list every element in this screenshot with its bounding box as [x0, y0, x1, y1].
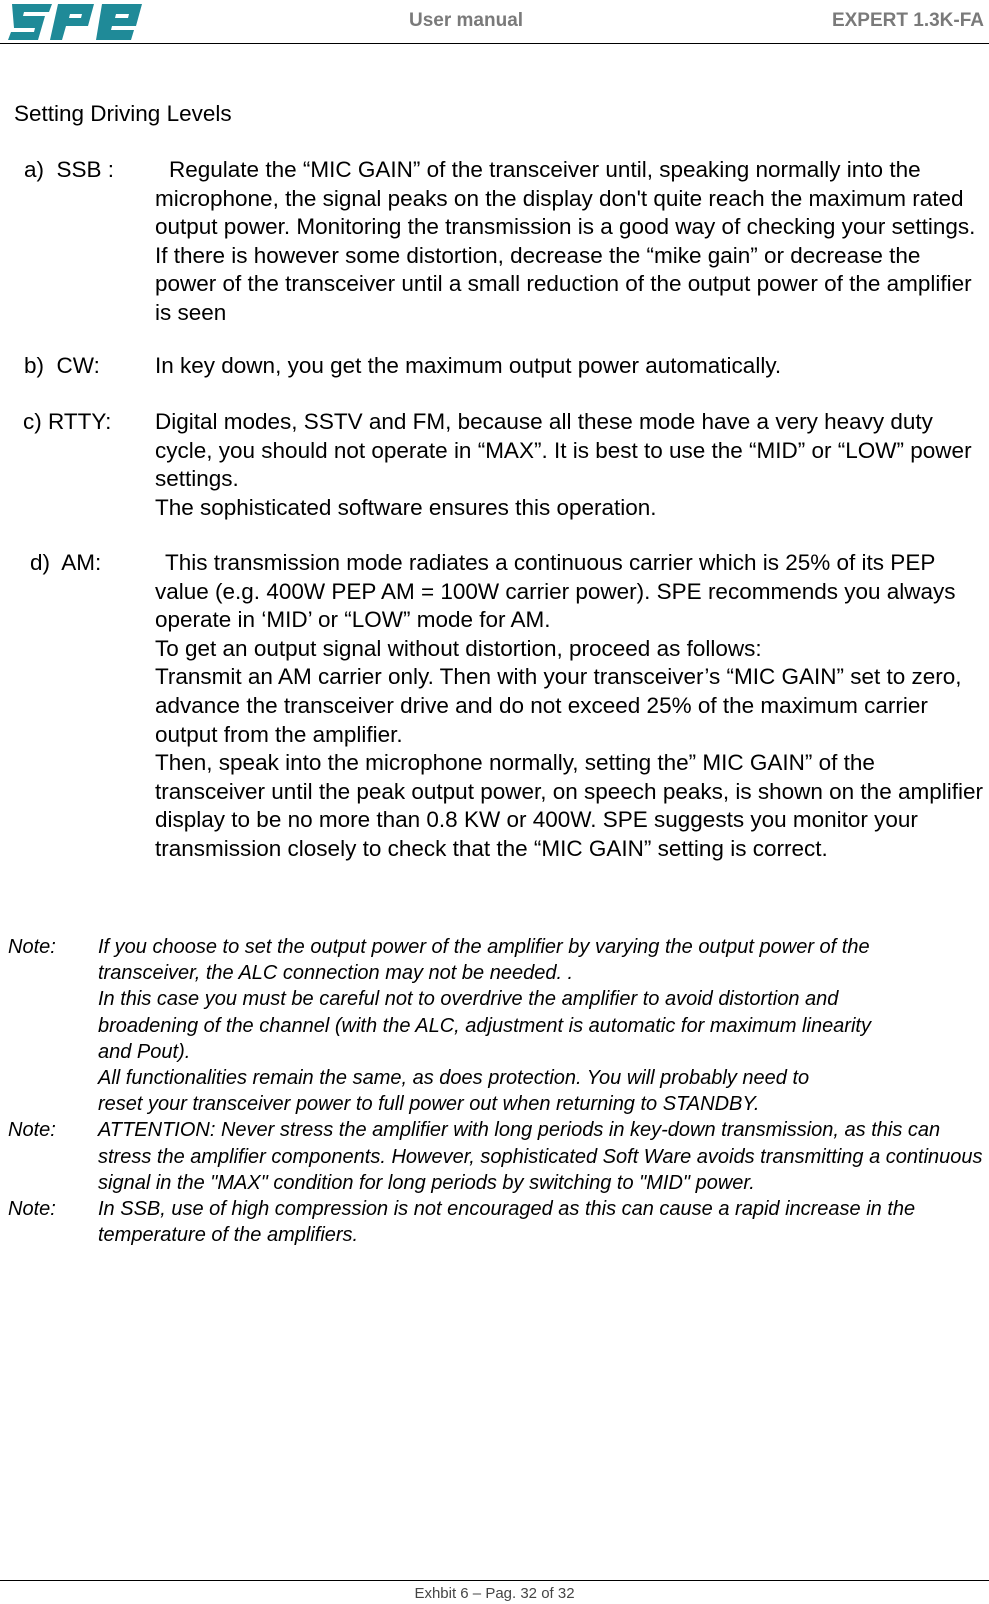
note-body: [98, 934, 986, 1117]
note-body: [98, 1196, 986, 1248]
note-label: Note:: [8, 1198, 56, 1221]
header-model: EXPERT 1.3K-FA: [831, 10, 984, 31]
spe-logo-icon: [8, 2, 142, 42]
note-attention: [8, 1117, 986, 1196]
item-label-rtty: c) RTTY:: [23, 409, 112, 434]
item-body-rtty: [155, 408, 985, 522]
page-header: [0, 0, 989, 44]
note-compression: [8, 1196, 986, 1248]
note-body: [98, 1117, 986, 1196]
note-paragraph: All functionalities remain the same, as does protection. You will probably need to reset your transceiver power to full power out when returning to STANDBY.: [98, 1067, 810, 1116]
note-paragraph: ATTENTION: Never stress the amplifier with long periods in key-down transmission, as this can stress the amplifier components. However, sophisticated Soft Ware avoids transmitting a continuous signal in the "MAX" condition for long periods by switching to "MID" power.: [98, 1119, 983, 1194]
item-label-ssb: a) SSB :: [24, 157, 115, 182]
footer-divider: [0, 1580, 989, 1581]
item-paragraph: The sophisticated software ensures this operation.: [155, 494, 657, 520]
item-label-am: d) AM:: [30, 550, 102, 575]
note-label: Note:: [8, 936, 56, 958]
item-paragraph: Transmit an AM carrier only. Then with your transceiver’s “MIC GAIN” set to zero, advance the transceiver drive and do not exceed 25% of the maximum carrier output from the amplifier.: [155, 664, 962, 747]
item-label-cw: b) CW:: [24, 353, 100, 378]
note-paragraph: In SSB, use of high compression is not encouraged as this can cause a rapid increase in the temperature of the amplifiers.: [98, 1198, 916, 1247]
section-title: Setting Driving Levels: [14, 101, 232, 126]
notes-section: [8, 934, 986, 1248]
item-body-cw: [155, 352, 985, 381]
page-footer: Exhbit 6 – Pag. 32 of 32: [414, 1585, 575, 1602]
item-paragraph: Regulate the “MIC GAIN” of the transceiver until, speaking normally into the microphone, the signal peaks on the display don't quite reach the maximum rated output power. Monitoring the transmission is a good way of checking your settings. If there is however some distortion, decrease the “mike gain” or decrease the power of the transceiver until a small reduction of the output power of the amplifier is seen: [155, 157, 976, 325]
item-body-ssb: [155, 156, 985, 328]
note-label: Note:: [8, 1119, 56, 1142]
header-doc-type: User manual: [409, 10, 524, 31]
item-body-am: [155, 549, 985, 864]
note-alc: [8, 934, 986, 1117]
item-paragraph: To get an output signal without distortion, proceed as follows:: [155, 635, 762, 661]
note-paragraph: If you choose to set the output power of the amplifier by varying the output power of the transceiver, the ALC connection may not be needed. .: [98, 936, 870, 985]
header-divider: [0, 43, 989, 44]
item-paragraph: Then, speak into the microphone normally, setting the” MIC GAIN” of the transceiver until the peak output power, on speech peaks, is shown on the amplifier display to be no more than 0.8 KW or 400W. SPE suggests you monitor your transmission closely to check that the “MIC GAIN” setting is correct.: [155, 750, 983, 861]
item-paragraph: This transmission mode radiates a continuous carrier which is 25% of its PEP value (e.g. 400W PEP AM = 100W carrier power). SPE recommends you always operate in ‘MID’ or “LOW” mode for AM.: [155, 550, 956, 633]
note-paragraph: In this case you must be careful not to overdrive the amplifier to avoid distortion and broadening of the channel (with the ALC, adjustment is automatic for maximum linearity and Pout).: [98, 988, 871, 1063]
item-paragraph: In key down, you get the maximum output power automatically.: [155, 353, 782, 378]
item-paragraph: Digital modes, SSTV and FM, because all these mode have a very heavy duty cycle, you should not operate in “MAX”. It is best to use the “MID” or “LOW” power settings.: [155, 409, 972, 492]
